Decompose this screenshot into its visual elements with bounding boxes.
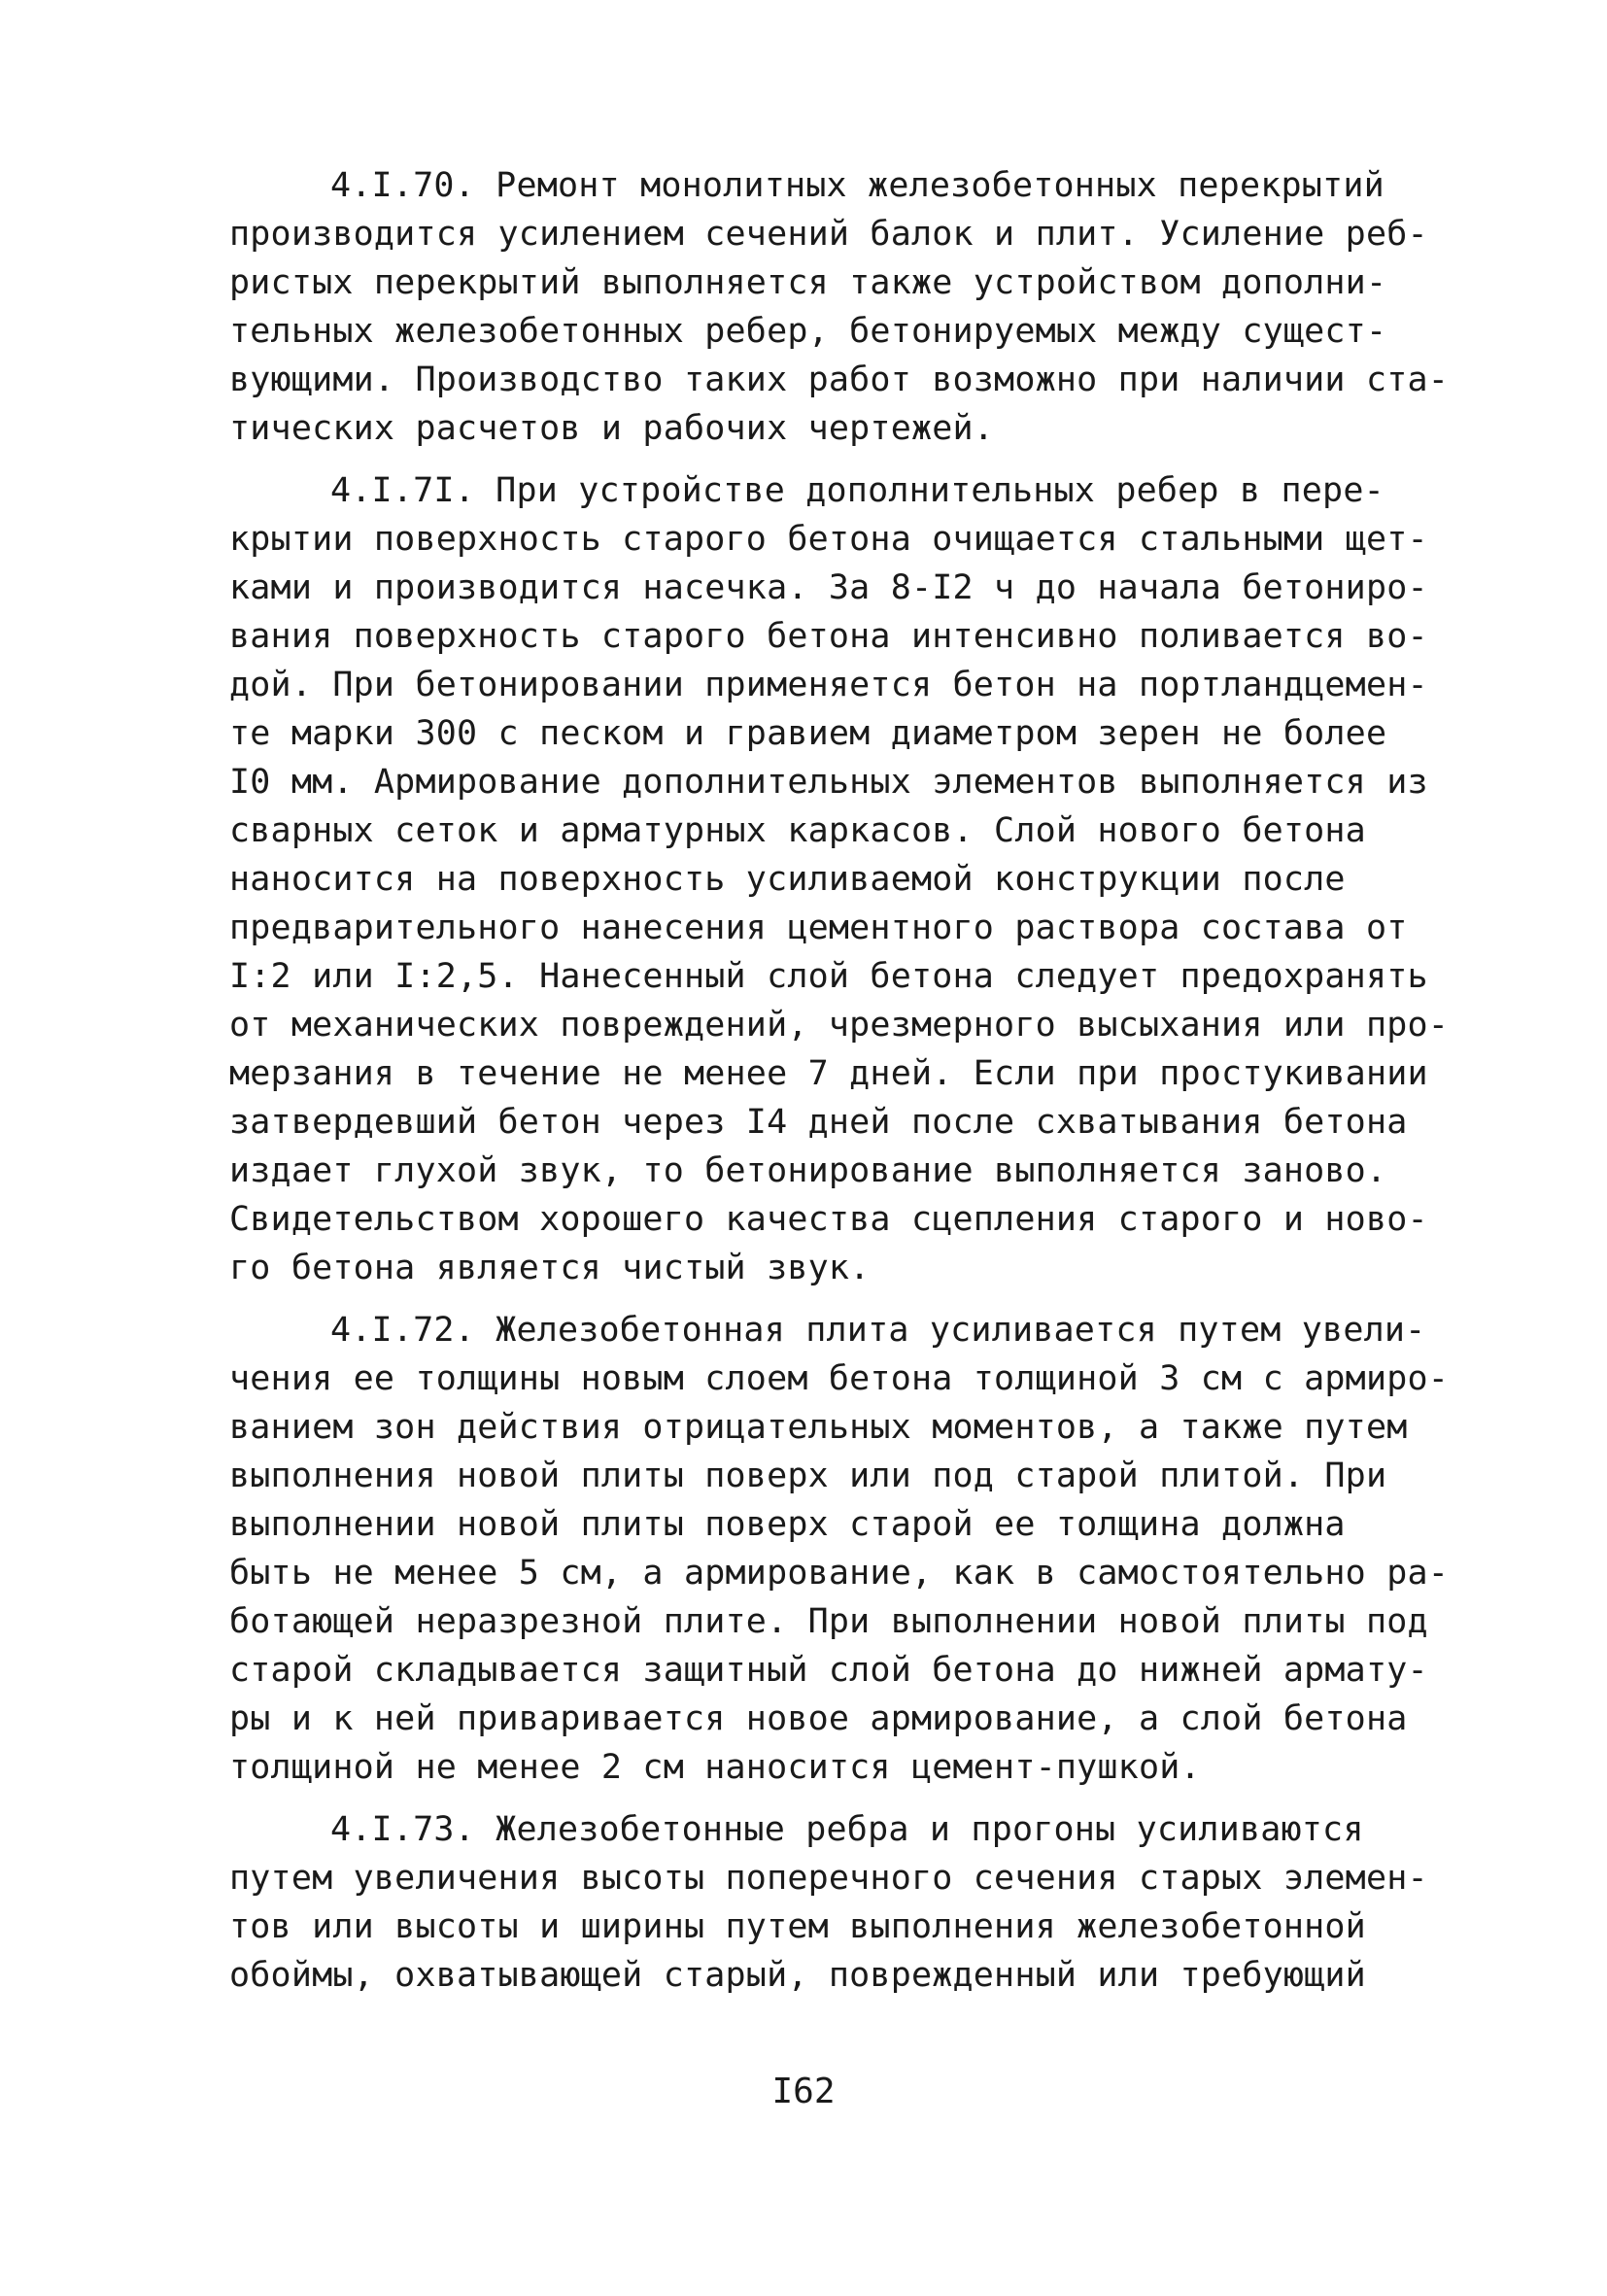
text-line: выполнения новой плиты поверх или под старой плитой. При <box>229 1456 1387 1495</box>
text-line: чения ее толщины новым слоем бетона толщиной 3 см с армиро- <box>229 1359 1450 1398</box>
paragraph <box>229 1306 1450 1792</box>
text-line: обоймы, охватывающей старый, поврежденный или требующий <box>229 1956 1366 1995</box>
text-line: 4.I.7I. При устройстве дополнительных ребер в пере- <box>330 471 1385 510</box>
text-line: выполнении новой плиты поверх старой ее толщина должна <box>229 1505 1346 1544</box>
text-line: ками и производится насечка. За 8-I2 ч до начала бетониро- <box>229 568 1428 607</box>
text-line: тических расчетов и рабочих чертежей. <box>229 409 995 448</box>
text-line: I:2 или I:2,5. Нанесенный слой бетона следует предохранять <box>229 957 1428 996</box>
text-line: 4.I.72. Железобетонная плита усиливается путем увели- <box>330 1311 1426 1350</box>
text-line: издает глухой звук, то бетонирование выполняется заново. <box>229 1151 1387 1190</box>
text-line: I0 мм. Армирование дополнительных элементов выполняется из <box>229 763 1428 802</box>
text-line: дой. При бетонировании применяется бетон на портландцемен- <box>229 666 1428 704</box>
text-line: те марки 300 с песком и гравием диаметром зерен не более <box>229 714 1387 753</box>
text-line: ры и к ней приваривается новое армирование, а слой бетона <box>229 1699 1408 1738</box>
text-line: быть не менее 5 см, а армирование, как в самостоятельно ра- <box>229 1554 1450 1593</box>
text-line: 4.I.73. Железобетонные ребра и прогоны усиливаются <box>330 1810 1364 1849</box>
text-line: ботающей неразрезной плите. При выполнении новой плиты под <box>229 1602 1428 1641</box>
text-line: Свидетельством хорошего качества сцепления старого и ново- <box>229 1200 1428 1239</box>
text-line: го бетона является чистый звук. <box>229 1249 871 1287</box>
text-line: старой складывается защитный слой бетона до нижней армату- <box>229 1651 1428 1690</box>
text-line: предварительного нанесения цементного раствора состава от <box>229 908 1408 947</box>
text-line: путем увеличения высоты поперечного сечения старых элемен- <box>229 1859 1428 1898</box>
paragraph <box>229 1805 1428 2000</box>
text-line: мерзания в течение не менее 7 дней. Если при простукивании <box>229 1054 1428 1093</box>
text-line: вания поверхность старого бетона интенсивно поливается во- <box>229 617 1428 656</box>
paragraph <box>229 161 1450 453</box>
text-line: ванием зон действия отрицательных моментов, а также путем <box>229 1408 1408 1447</box>
text-line: наносится на поверхность усиливаемой конструкции после <box>229 860 1346 899</box>
text-line: вующими. Производство таких работ возможно при наличии ста- <box>229 360 1450 399</box>
text-line: тельных железобетонных ребер, бетонируемых между сущест- <box>229 312 1387 351</box>
text-line: производится усилением сечений балок и плит. Усиление реб- <box>229 215 1428 254</box>
page-number: I62 <box>771 2072 836 2111</box>
paragraph <box>229 466 1450 1292</box>
text-line: ристых перекрытий выполняется также устройством дополни- <box>229 263 1387 302</box>
text-line: крытии поверхность старого бетона очищается стальными щет- <box>229 520 1428 559</box>
text-line: толщиной не менее 2 см наносится цемент-пушкой. <box>229 1748 1201 1787</box>
text-line: 4.I.70. Ремонт монолитных железобетонных перекрытий <box>330 166 1385 205</box>
text-line: тов или высоты и ширины путем выполнения железобетонной <box>229 1907 1366 1946</box>
text-line: сварных сеток и арматурных каркасов. Слой нового бетона <box>229 811 1366 850</box>
text-line: затвердевший бетон через I4 дней после схватывания бетона <box>229 1103 1408 1142</box>
body-text <box>229 161 1450 2013</box>
text-line: от механических повреждений, чрезмерного высыхания или про- <box>229 1006 1450 1045</box>
